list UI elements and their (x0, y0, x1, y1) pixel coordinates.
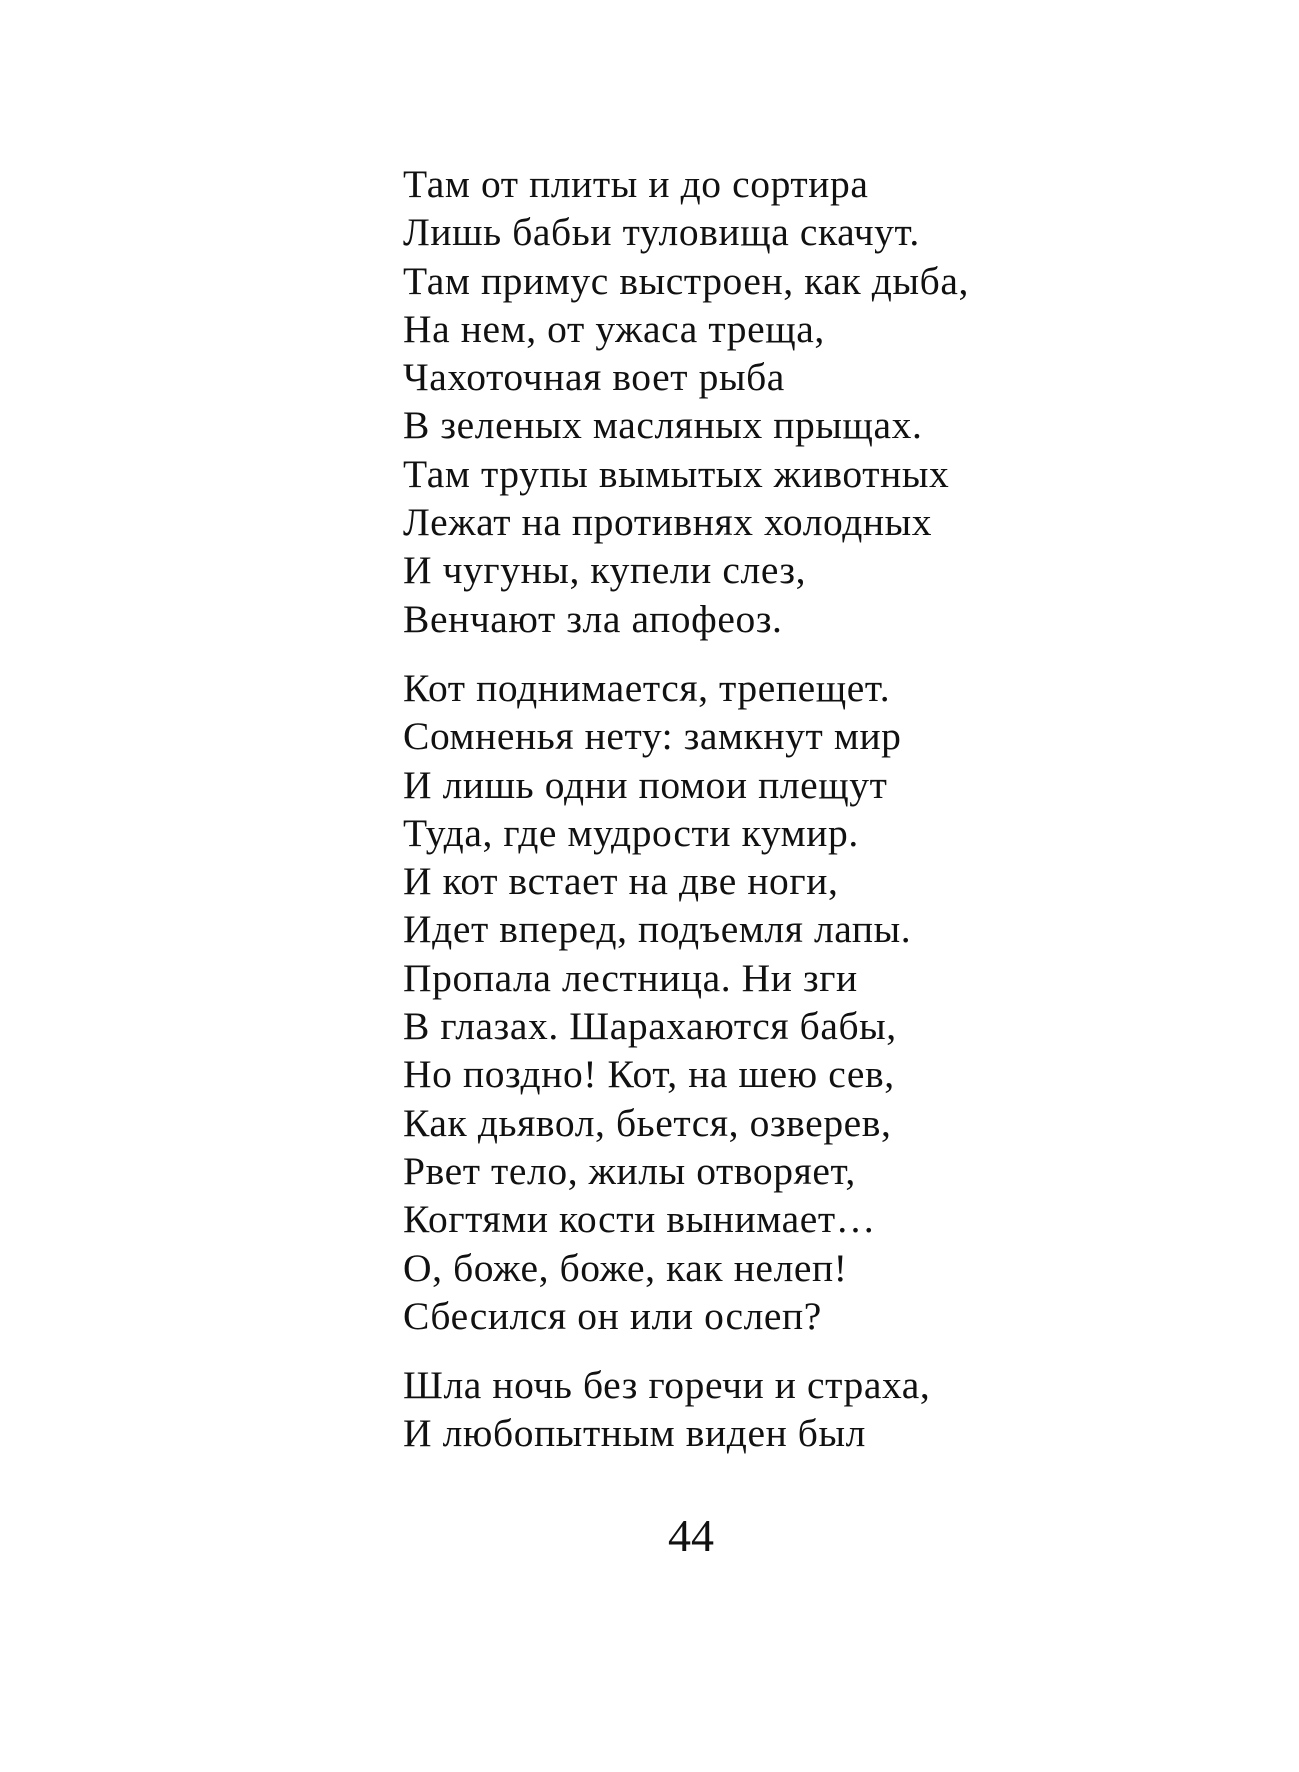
poem-line: Лежат на противнях холодных (403, 500, 933, 545)
poem-line: Рвет тело, жилы отворяет, (403, 1148, 856, 1193)
page-number: 44 (668, 1510, 714, 1561)
poem-line: Идет вперед, подъемля лапы. (403, 907, 912, 952)
poem-line: Шла ночь без горечи и страха, (403, 1363, 931, 1408)
poem-line: Там трупы вымытых животных (403, 451, 950, 496)
poem-line: О, боже, боже, как нелеп! (403, 1245, 848, 1290)
poem-line: Сбесился он или ослеп? (403, 1293, 822, 1338)
stanza-2 (403, 664, 1223, 1340)
poem-line: Туда, где мудрости кумир. (403, 810, 859, 855)
poem-line: Когтями кости вынимает… (403, 1197, 876, 1242)
poem-text (403, 160, 1223, 1458)
poem-line: Как дьявол, бьется, озверев, (403, 1100, 892, 1145)
stanza-3 (403, 1361, 1223, 1458)
poem-line: Там примус выстроен, как дыба, (403, 258, 969, 303)
poem-line: И чугуны, купели слез, (403, 548, 807, 593)
poem-line: Лишь бабьи туловища скачут. (403, 210, 920, 255)
poem-line: И любопытным виден был (403, 1411, 866, 1456)
poem-line: В глазах. Шарахаются бабы, (403, 1004, 897, 1049)
poem-line: Венчают зла апофеоз. (403, 596, 783, 641)
poem-line: И лишь одни помои плещут (403, 762, 888, 807)
poem-line: Пропала лестница. Ни зги (403, 955, 858, 1000)
poem-line: Сомненья нету: замкнут мир (403, 714, 902, 759)
poem-line: На нем, от ужаса треща, (403, 306, 825, 351)
poem-line: Но поздно! Кот, на шею сев, (403, 1052, 895, 1097)
stanza-1 (403, 160, 1223, 643)
poem-line: Кот поднимается, трепещет. (403, 665, 891, 710)
poem-line: Там от плиты и до сортира (403, 162, 869, 206)
poem-line: В зеленых масляных прыщах. (403, 403, 923, 448)
poem-line: Чахоточная воет рыба (403, 355, 785, 400)
poem-line: И кот встает на две ноги, (403, 859, 839, 904)
